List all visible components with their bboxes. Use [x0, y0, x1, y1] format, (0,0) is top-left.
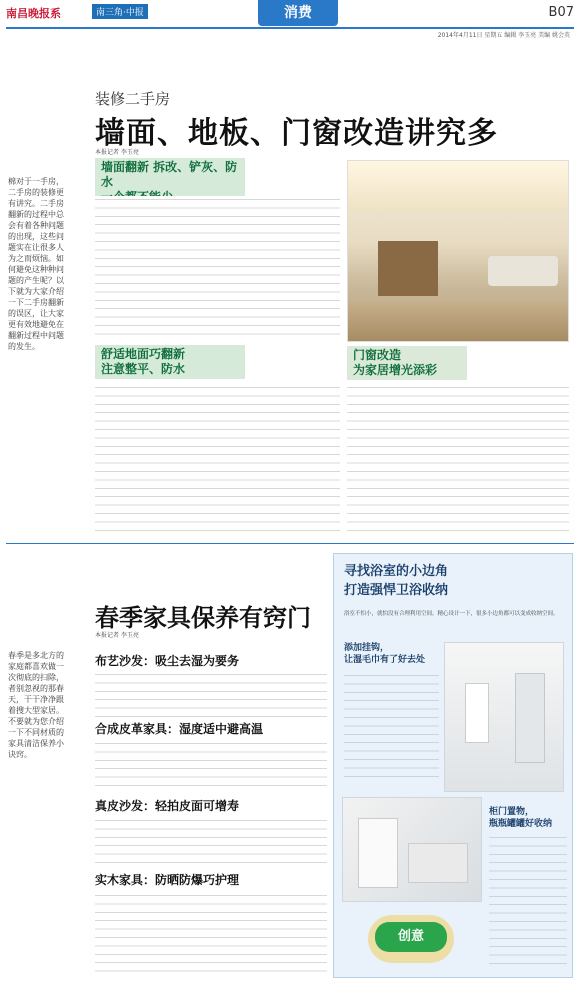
article2-body-text	[95, 671, 327, 717]
article2-heading-fabric-sofa: 布艺沙发：吸尘去湿为要务	[95, 654, 240, 668]
header-rule	[6, 27, 574, 29]
creative-badge: 创意	[375, 922, 447, 952]
cabinet-door-photo	[342, 797, 482, 902]
subhead-line: 注意整平、防水	[101, 362, 186, 376]
tv-wall	[378, 241, 438, 296]
title-line: 寻找浴室的小边角	[344, 564, 449, 579]
newspaper-logo: 南昌晚报系	[6, 7, 61, 20]
article1-title: 墙面、地板、门窗改造讲究多	[95, 116, 498, 151]
ceiling	[348, 161, 568, 211]
article2-sidebar: 春季是多北方的家庭都喜欢做一次彻底的扫除，者别忽视的那春天，干干净净跟着搜大型家居。不要就为您介绍一下不同材质的家具清洁保养小诀窍。	[8, 651, 64, 759]
dateline: 2014年4月11日 星期五 编辑 李玉亮 美编 姚会英	[437, 32, 570, 39]
towel-hook-photo	[444, 642, 564, 792]
sofa	[488, 256, 558, 286]
article3-title	[344, 562, 448, 600]
subhead-line: 舒适地面巧翻新	[101, 347, 186, 361]
tip-hooks-text	[344, 672, 439, 782]
article1-body-text	[347, 384, 569, 534]
cabinet-door	[358, 818, 398, 888]
article2-body-text	[95, 892, 327, 976]
article2-body-text	[95, 817, 327, 867]
tip-line: 让湿毛巾有了好去处	[344, 655, 426, 665]
section-divider	[6, 543, 574, 544]
edition-tag: 南三角·中报	[92, 4, 148, 19]
tip-line: 柜门置物，	[489, 807, 535, 817]
article1-subhead-floor	[95, 345, 245, 379]
sink	[408, 843, 468, 883]
article1-body-text	[95, 384, 340, 537]
article2-heading-leather-sofa: 真皮沙发：轻拍皮面可增寿	[95, 799, 240, 813]
article1-subhead-windows	[347, 346, 467, 380]
tip-hooks	[344, 642, 434, 666]
tip-line: 瓶瓶罐罐好收纳	[489, 819, 553, 829]
bathroom-storage-box	[333, 553, 573, 978]
shelf	[515, 673, 545, 763]
tip-cabinet	[489, 806, 569, 830]
article1-sidebar: 棉对于一手房，二手房的装修更有讲究。二手房翻新的过程中总会有着各种问题的出现，这些问题实在让很多人为之而烦恼。如何避免这种种问题的产生呢？以下就为大家介绍一下二手房翻新的误区，让大家更有效地避免在翻新过程中问题的发生。	[8, 177, 64, 351]
section-tab: 消费	[258, 0, 338, 26]
tip-cabinet-text	[489, 834, 567, 969]
title-line: 打造强悍卫浴收纳	[344, 583, 449, 598]
article1-byline: 本报记者 李玉亮	[95, 149, 139, 156]
living-room-photo	[347, 160, 569, 342]
article3-intro: 浴室不怕小，就怕没有合理利用空间。精心设计一下，很多小边角都可以变成收纳空间。	[344, 611, 559, 617]
article2-heading-synthetic-leather: 合成皮革家具：湿度适中避高温	[95, 722, 264, 736]
article2-heading-solid-wood: 实木家具：防晒防爆巧护理	[95, 873, 240, 887]
article1-pretitle: 装修二手房	[95, 90, 171, 108]
article2-body-text	[95, 740, 327, 792]
article2-byline: 本报记者 李玉亮	[95, 632, 139, 639]
article2-title: 春季家具保养有窍门	[95, 604, 311, 632]
tip-line: 添加挂钩，	[344, 643, 390, 653]
towel	[465, 683, 489, 743]
page-number: B07	[548, 5, 574, 20]
subhead-line: 为家居增光添彩	[353, 363, 438, 377]
article1-body-text	[95, 196, 340, 341]
subhead-line: 门窗改造	[353, 348, 402, 362]
subhead-line: 墙面翻新 拆改、铲灰、防水	[101, 160, 238, 189]
floor	[348, 301, 568, 341]
